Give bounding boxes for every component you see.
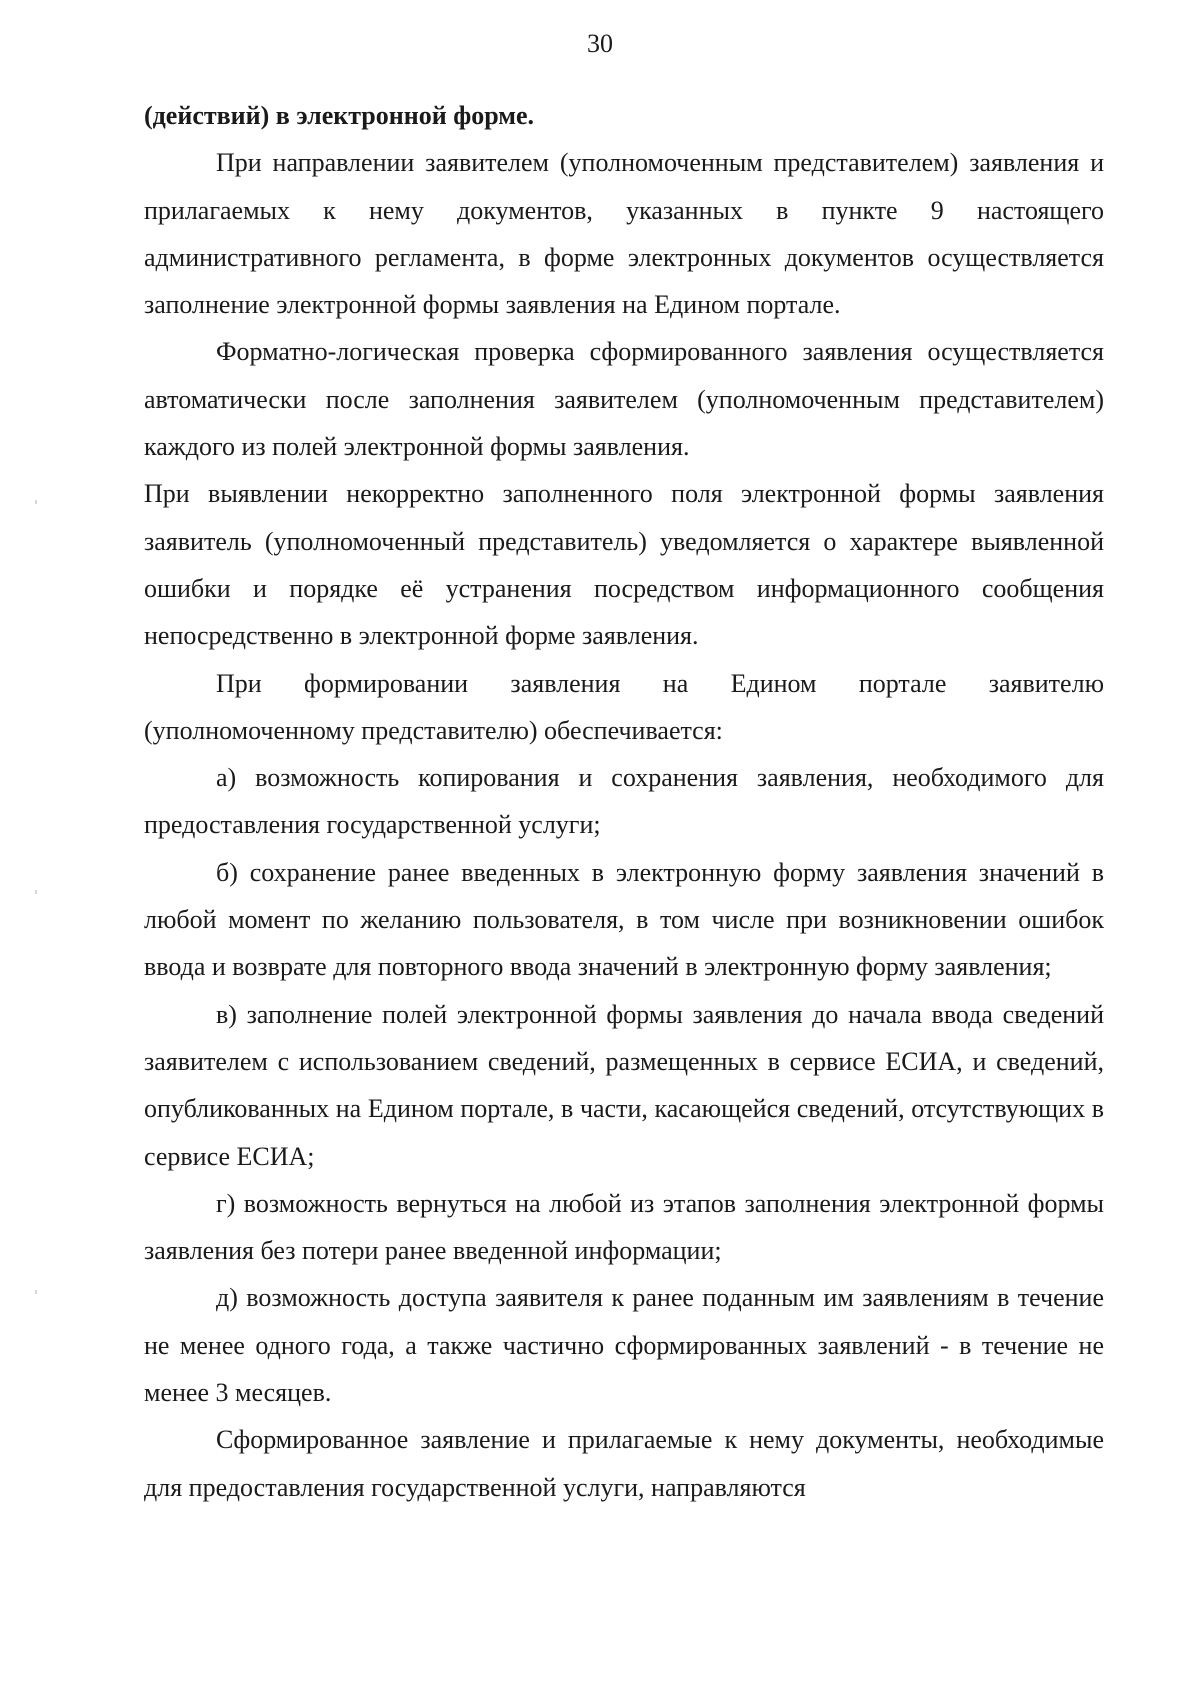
paragraph-submission: При направлении заявителем (уполномоченным представителем) заявления и прилагаемых к нему документов, указанных в пункте 9 настоящего административного регламента, в форме электронных документов осуществляется заполнение электронной формы заявления на Едином портале. [144,148,1104,320]
scan-artifact-mark [35,1290,37,1294]
paragraph-submitted-application: Сформированное заявление и прилагаемые к нему документы, необходимые для предоставления государственной услуги, направляются [144,1425,1104,1502]
scan-artifact-mark [35,890,37,894]
list-item-a: а) возможность копирования и сохранения заявления, необходимого для предоставления государственной услуги; [144,763,1104,840]
paragraph-portal-provisions: При формировании заявления на Едином портале заявителю (уполномоченному представителю) обеспечивается: [144,668,1104,745]
paragraph-error-notification: При выявлении некорректно заполненного поля электронной формы заявления заявитель (уполномоченный представитель) уведомляется о характере выявленной ошибки и порядке её устранения посредством информационного сообщения непосредственно в электронной форме заявления. [144,479,1104,651]
list-item-d: д) возможность доступа заявителя к ранее поданным им заявлениям в течение не менее одного года, а также частично сформированных заявлений - в течение не менее 3 месяцев. [144,1283,1104,1408]
document-body [144,92,1104,1511]
page-number: 30 [587,29,613,58]
list-item-v: в) заполнение полей электронной формы заявления до начала ввода сведений заявителем с использованием сведений, размещенных в сервисе ЕСИА, и сведений, опубликованных на Едином портале, в части, касающейся сведений, отсутствующих в сервисе ЕСИА; [144,999,1104,1171]
paragraph-heading-continuation: (действий) в электронной форме. [144,101,535,130]
scan-artifact-mark [35,500,37,504]
list-item-g: г) возможность вернуться на любой из этапов заполнения электронной формы заявления без потери ранее введенной информации; [144,1188,1104,1266]
list-item-b: б) сохранение ранее введенных в электронную форму заявления значений в любой момент по желанию пользователя, в том числе при возникновении ошибок ввода и возврате для повторного ввода значений в электронную форму заявления; [144,857,1104,982]
paragraph-format-check: Форматно-логическая проверка сформированного заявления осуществляется автоматически после заполнения заявителем (уполномоченным представителем) каждого из полей электронной формы заявления. [144,337,1104,462]
